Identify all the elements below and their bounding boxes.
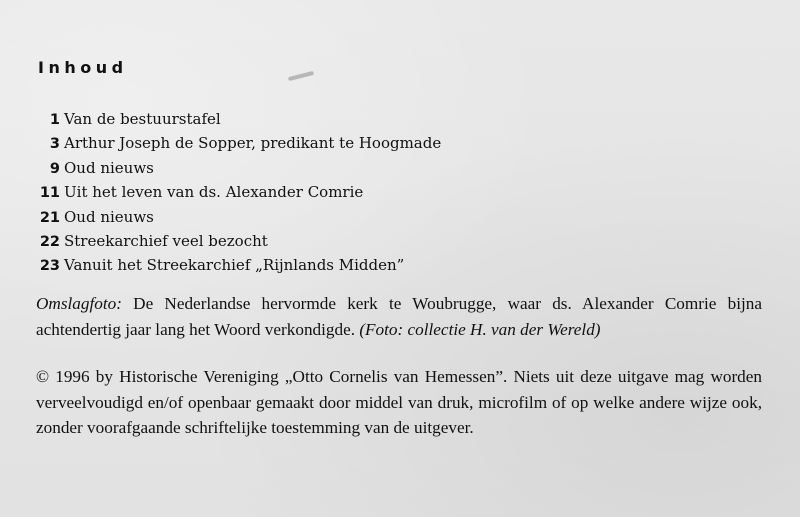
cover-photo-caption (36, 291, 762, 342)
caption-text: De Nederlandse hervormde kerk te Woubrugge, waar ds. Alexander Comrie bijna achtendertig jaar lang het Woord verkondigde. (36, 294, 762, 339)
toc-page-number: 9 (49, 160, 60, 177)
toc-title: Oud nieuws (64, 207, 154, 226)
toc-entry (30, 107, 441, 131)
toc-page-number: 3 (49, 136, 60, 153)
toc-entry (30, 253, 441, 277)
toc-entry (30, 131, 441, 155)
toc-entry (30, 205, 441, 229)
toc-page-number: 22 (39, 233, 60, 250)
toc-title: Uit het leven van ds. Alexander Comrie (64, 183, 364, 202)
toc-page-number: 11 (39, 185, 60, 202)
toc-entry (30, 180, 441, 204)
toc-title: Van de bestuurstafel (64, 110, 221, 128)
photo-credit: (Foto: collectie H. van der Wereld) (359, 319, 601, 339)
table-of-contents (30, 107, 441, 278)
toc-entry (30, 229, 441, 253)
caption-label: Omslagfoto: (36, 294, 122, 313)
paper-speck (288, 71, 314, 81)
toc-title: Streekarchief veel bezocht (64, 231, 268, 250)
toc-title: Arthur Joseph de Sopper, predikant te Hoogmade (64, 134, 442, 153)
toc-page-number: 23 (39, 258, 60, 275)
toc-title: Oud nieuws (64, 158, 154, 177)
contents-heading: Inhoud (38, 58, 128, 77)
toc-page-number: 1 (49, 112, 60, 128)
toc-page-number: 21 (39, 209, 60, 226)
copyright-notice: © 1996 by Historische Vereniging „Otto Cornelis van Hemessen”. Niets uit deze uitgave mag worden verveelvoudigd en/of openbaar gemaakt door middel van druk, microfilm of op welke andere wijze ook, zonder voorafgaande schriftelijke toestemming van de uitgever. (36, 367, 762, 437)
toc-entry (30, 156, 441, 180)
toc-title: Vanuit het Streekarchief „Rijnlands Midden” (64, 256, 405, 275)
